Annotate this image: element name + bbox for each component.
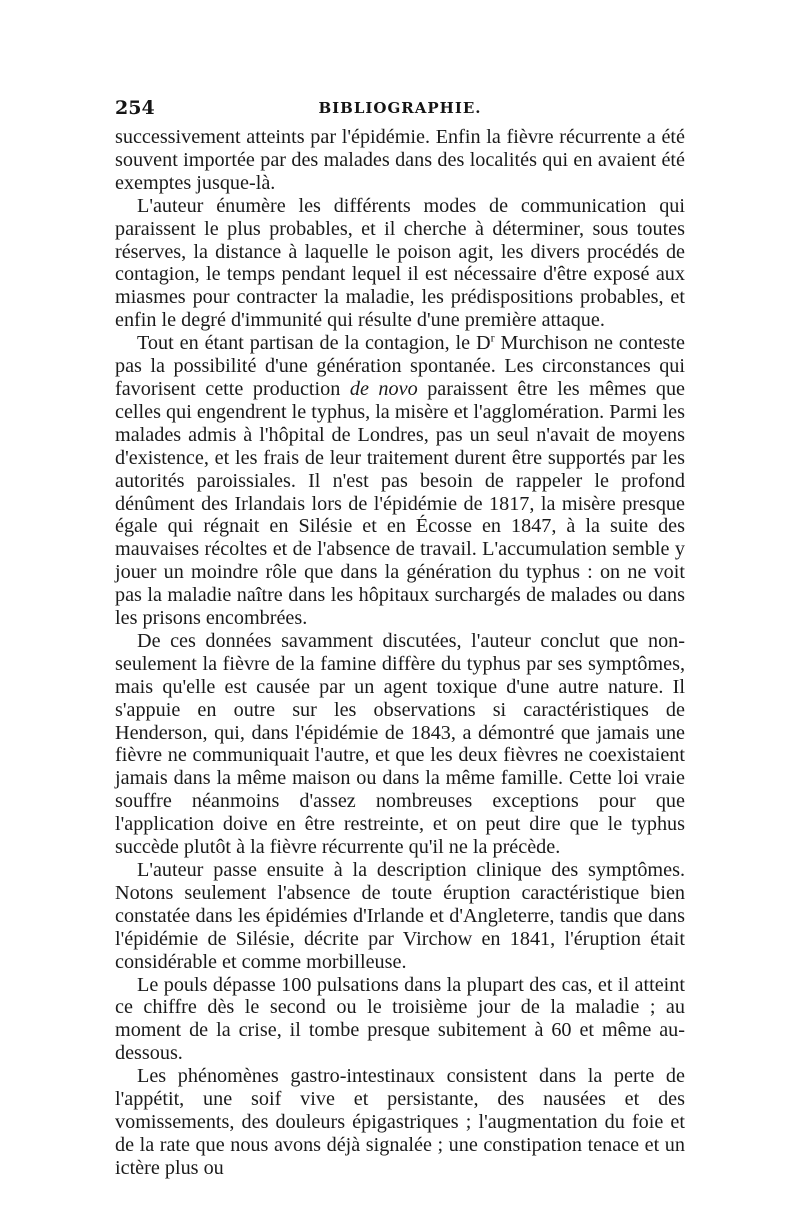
paragraph-spontaneous-generation	[115, 332, 685, 630]
paragraph-clinical-description: L'auteur passe ensuite à la description clinique des symptômes. Notons seulement l'absence de toute éruption caractéristique bien constatée dans les épidémies d'Irlande et d'Angleterre, tandis que dans l'épidémie de Silésie, décrite par Virchow en 1841, l'éruption était considérable et comme morbilleuse.	[115, 859, 685, 973]
paragraph-contagion-intro: successivement atteints par l'épidémie. Enfin la fièvre récurrente a été souvent importée par des malades dans des localités qui en avaient été exemptes jusque-là.	[115, 126, 685, 194]
body-text	[115, 126, 685, 1180]
paragraph-conclusion: De ces données savamment discutées, l'auteur conclut que non-seulement la fièvre de la famine diffère du typhus par ses symptômes, mais qu'elle est causée par un agent toxique d'une autre nature. Il s'appuie en outre sur les observations si caractéristiques de Henderson, qui, dans l'épidémie de 1843, a démontré que jamais une fièvre ne communiquait l'autre, et que les deux fièvres ne coexistaient jamais dans la même maison ou dans la même famille. Cette loi vraie souffre néanmoins d'assez nombreuses exceptions pour que l'application doive en être restreinte, et on peut dire que le typhus succède plutôt à la fièvre récurrente qu'il ne la précède.	[115, 629, 685, 859]
page-number: 254	[115, 97, 155, 119]
paragraph-pulse: Le pouls dépasse 100 pulsations dans la plupart des cas, et il atteint ce chiffre dès le second ou le troisième jour de la maladie ; au moment de la crise, il tombe presque subitement à 60 et même au-dessous.	[115, 973, 685, 1065]
running-head: BIBLIOGRAPHIE.	[318, 99, 482, 117]
paragraph-modes-communication: L'auteur énumère les différents modes de communication qui paraissent le plus probables, et il cherche à déterminer, sous toutes réserves, la distance à laquelle le poison agit, les divers procédés de contagion, le temps pendant lequel il est nécessaire d'être exposé aux miasmes pour contracter la maladie, les prédispositions probables, et enfin le degré d'immunité qui résulte d'une première attaque.	[115, 194, 685, 332]
superscript: r	[490, 330, 495, 345]
paragraph-text-segment: Tout en étant partisan de la contagion, le D	[137, 332, 491, 355]
paragraph-text-segment: Murchison ne conteste pas la possibilité d'une génération spontanée. Les circonstances qui favorisent cette production	[115, 332, 685, 400]
paragraph-text-segment: paraissent être les mêmes que celles qui engendrent le typhus, la misère et l'agglomération. Parmi les malades admis à l'hôpital de Londres, pas un seul n'avait de moyens d'existence, et les frais de leur traitement durent être supportés par les autorités paroissiales. Il n'est pas besoin de rappeler le profond dénûment des Irlandais lors de l'épidémie de 1817, la misère presque égale qui régnait en Silésie et en Écosse en 1847, à la suite des mauvaises récoltes et de l'absence de travail. L'accumulation semble y jouer un moindre rôle que dans la génération du typhus : on ne voit pas la maladie naître dans les hôpitaux surchargés de malades ou dans les prisons encombrées.	[115, 377, 686, 630]
italic-phrase: de novo	[349, 377, 418, 400]
page-header	[115, 97, 685, 121]
paragraph-gastro-intestinal: Les phénomènes gastro-intestinaux consistent dans la perte de l'appétit, une soif vive et persistante, des nausées et des vomissements, des douleurs épigastriques ; l'augmentation du foie et de la rate que nous avons déjà signalée ; une constipation tenace et un ictère plus ou	[115, 1065, 685, 1179]
